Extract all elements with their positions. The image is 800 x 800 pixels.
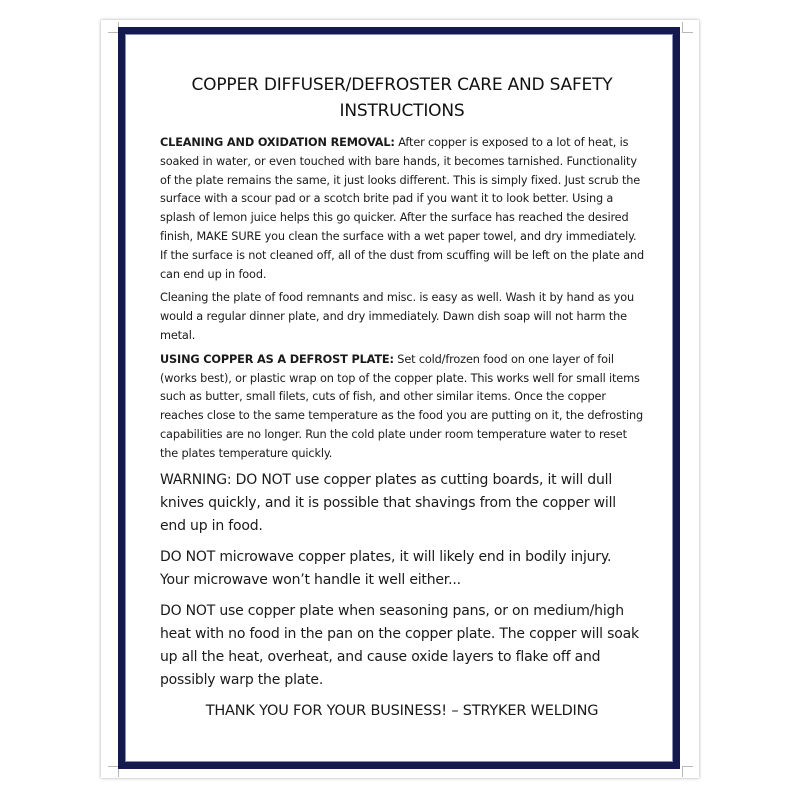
margin-corner-mark — [682, 22, 693, 33]
warning-cutting-boards: WARNING: DO NOT use copper plates as cutting boards, it will dull knives quickly, and it is possible that shavings from the copper will end up in food. — [160, 471, 616, 534]
defrost-body: Set cold/frozen food on one layer of foil (works best), or plastic wrap on top of the copper plate. This works well for small items such as butter, small filets, cuts of fish, and other similar items. Once the copper reaches close to the same temperature as the food you are putting on it, the defrosting capabilities are no longer. Run the cold plate under room temperature water to reset the plates temperature quickly. — [160, 352, 644, 460]
warning-seasoning: DO NOT use copper plate when seasoning pans, or on medium/high heat with no food in the pan on the copper plate. The copper will soak up all the heat, overheat, and cause oxide layers to flake off and possibly warp the plate. — [160, 602, 639, 688]
cleaning-body: After copper is exposed to a lot of heat, is soaked in water, or even touched with bare hands, it becomes tarnished. Functionality of the plate remains the same, it just looks different. This is simply fixed. Just scrub the surface with a scour pad or a scotch brite pad if you want it to look better. Using a splash of lemon juice helps this go quicker. After the surface has reached the desired finish, MAKE SURE you clean the surface with a wet paper towel, and dry immediately. If the surface is not cleaned off, all of the dust from scuffing will be left on the plate and can end up in food. — [160, 136, 645, 281]
warning-microwave: DO NOT microwave copper plates, it will likely end in bodily injury. Your microwave won’t handle it well either... — [160, 548, 612, 588]
margin-corner-mark — [682, 766, 693, 777]
defrost-section — [160, 351, 644, 464]
cleaning-section — [160, 134, 644, 284]
cleaning-food-paragraph: Cleaning the plate of food remnants and misc. is easy as well. Wash it by hand as you would a regular dinner plate, and dry immediately. Dawn dish soap will not harm the metal. — [160, 291, 634, 342]
closing-line: THANK YOU FOR YOUR BUSINESS! – STRYKER WELDING — [205, 702, 599, 719]
cleaning-heading: CLEANING AND OXIDATION REMOVAL: — [160, 136, 395, 149]
document-content — [160, 72, 644, 722]
document-title: COPPER DIFFUSER/DEFROSTER CARE AND SAFETY INSTRUCTIONS — [191, 75, 613, 121]
defrost-heading: USING COPPER AS A DEFROST PLATE: — [160, 352, 394, 366]
